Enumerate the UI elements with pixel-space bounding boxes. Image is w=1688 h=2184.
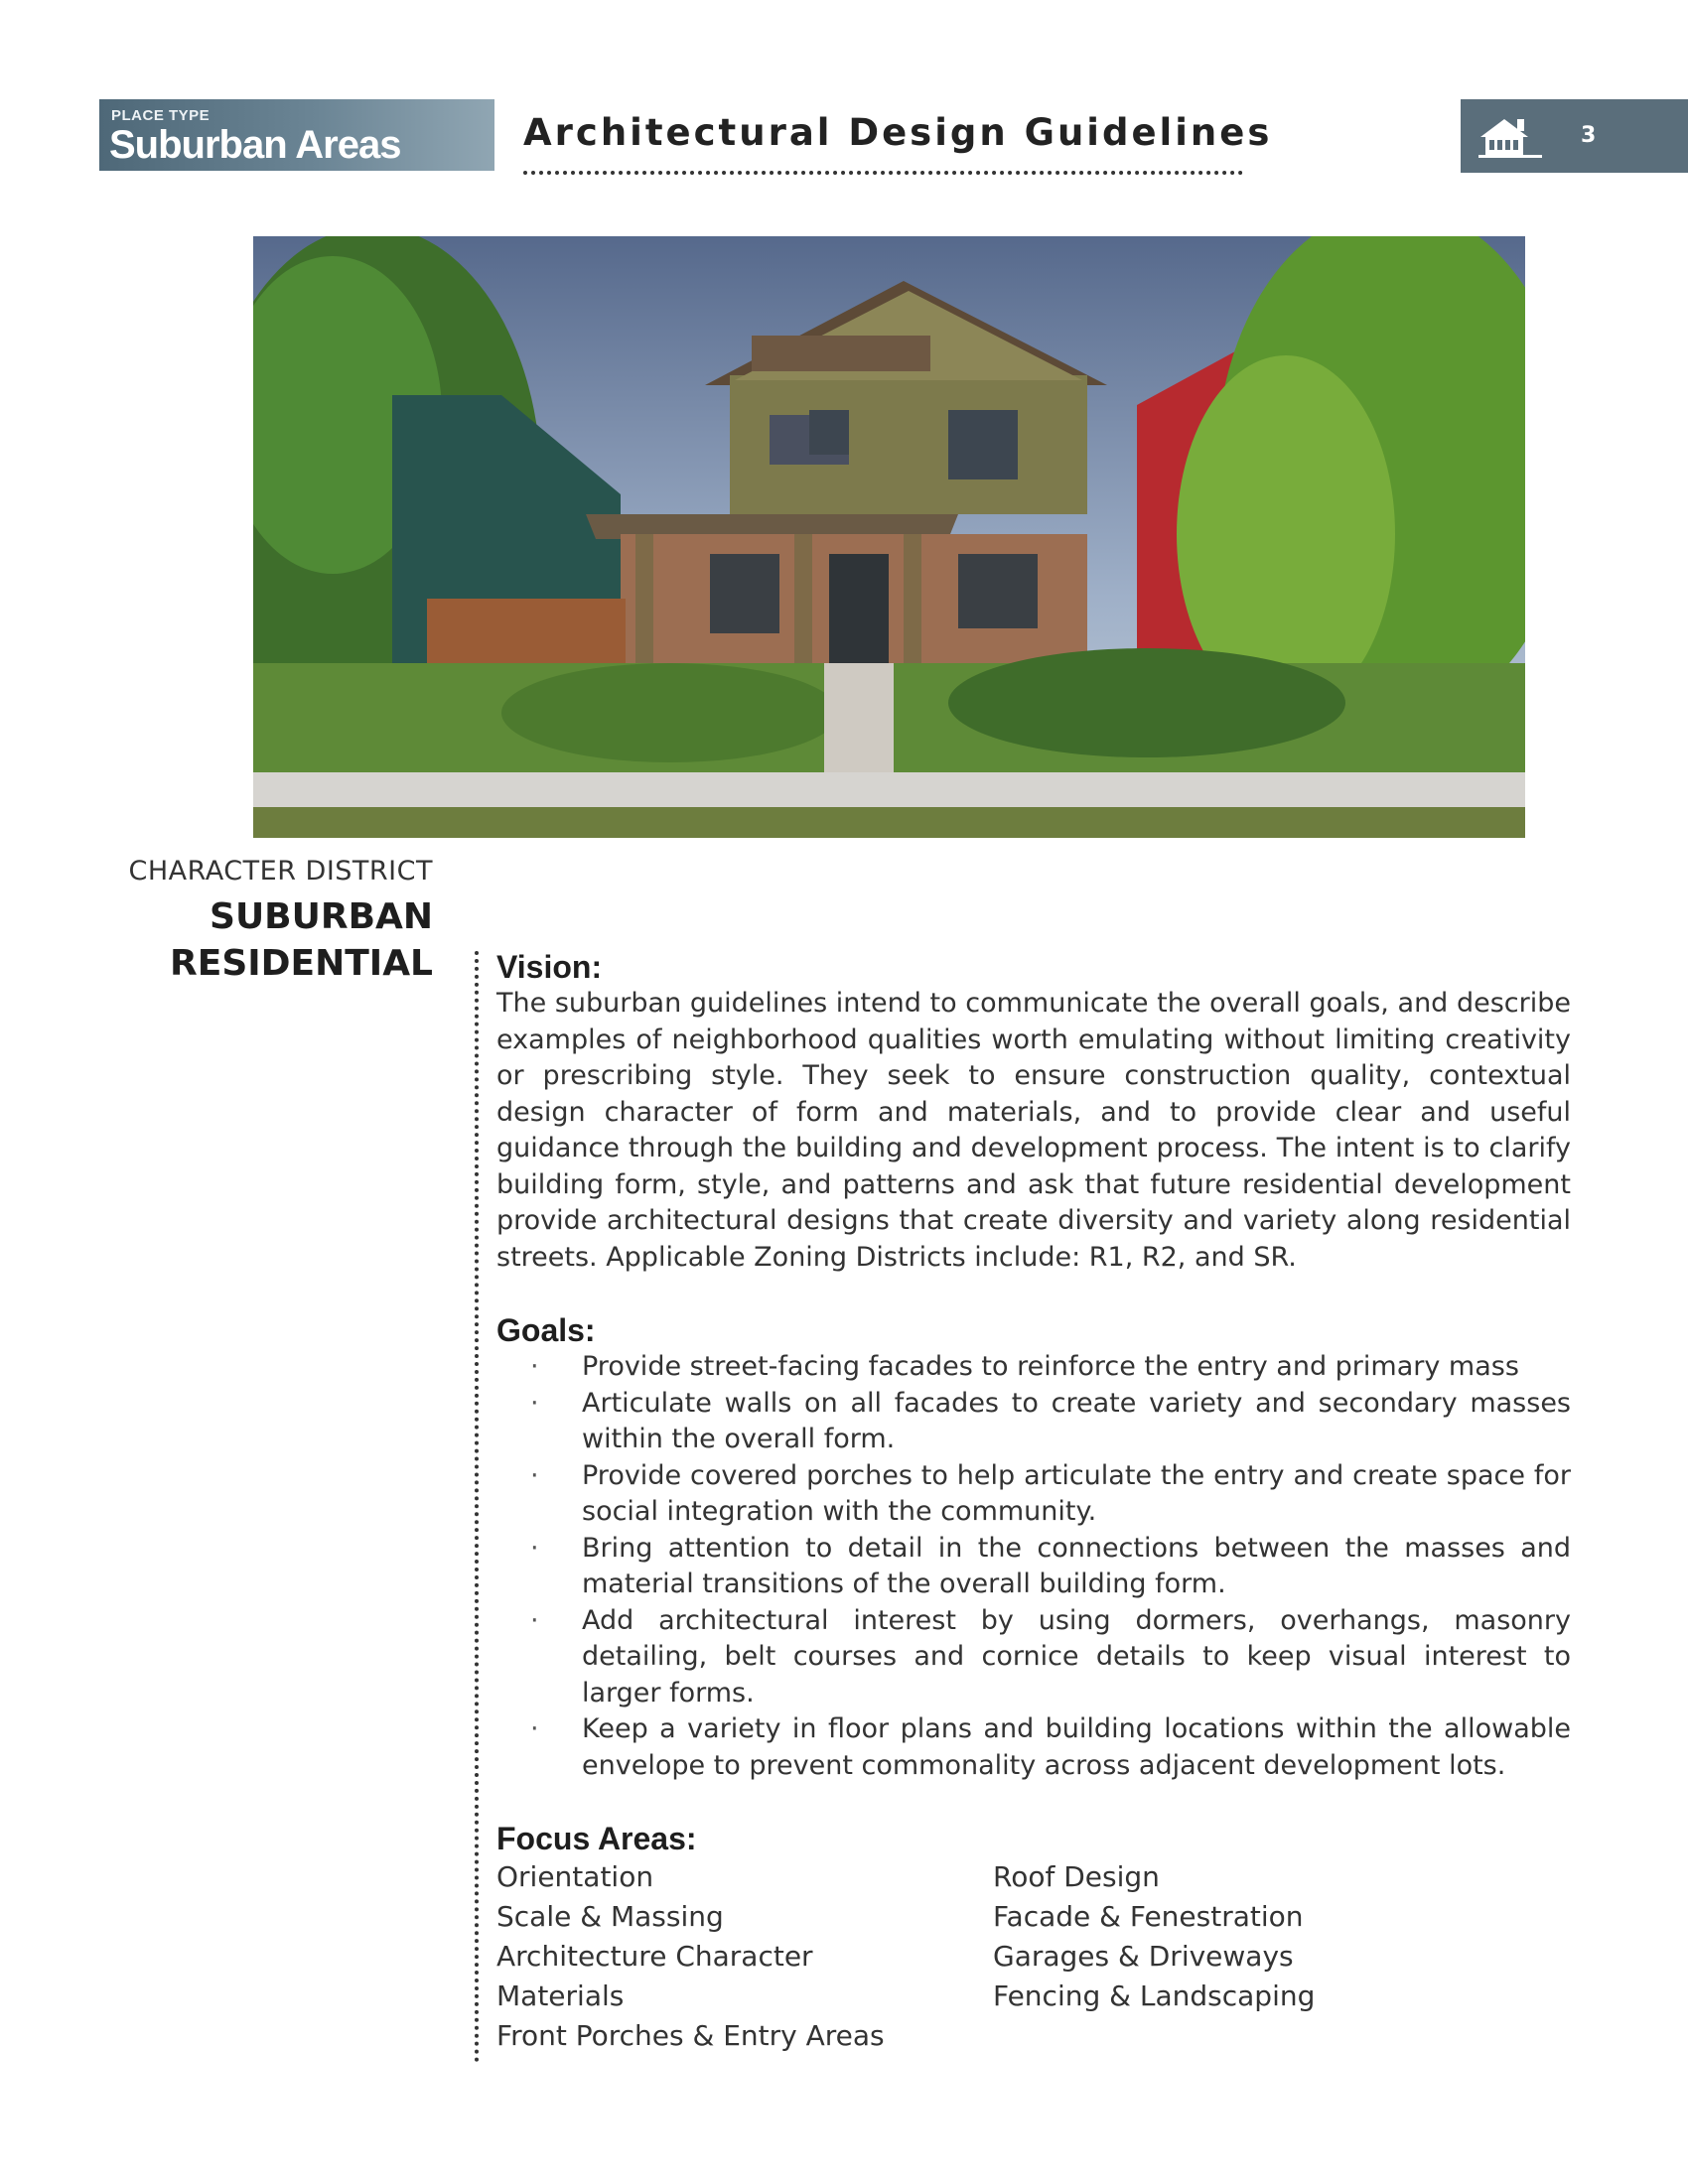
list-item: · Keep a variety in floor plans and building locations within the allowable envelope to prevent commonality across adjacent development lots.: [530, 1713, 1571, 1781]
bullet-icon: ·: [530, 1713, 539, 1744]
bullet-icon: ·: [530, 1459, 539, 1491]
district-kicker: CHARACTER DISTRICT: [128, 856, 433, 887]
list-item: · Bring attention to detail in the connections between the masses and material transitions of the overall building form.: [530, 1532, 1571, 1599]
place-type-badge: [99, 99, 494, 171]
focus-heading: Focus Areas:: [496, 1821, 697, 1856]
district-name-line1: SUBURBAN: [210, 896, 433, 937]
page-number: 3: [1581, 123, 1597, 148]
main-content: [496, 948, 1571, 2056]
district-name-line2: RESIDENTIAL: [170, 943, 433, 984]
vision-body: The suburban guidelines intend to communicate the overall goals, and describe examples of neighborhood qualities worth emulating without limiting creativity or prescribing style. They seek to ensure construction quality, contextual design character of form and materials, and to provide clear and useful guidance through the building and development process. The intent is to clarify building form, style, and patterns and ask that future residential development provide architectural designs that create diversity and variety along residential streets. Applicable Zoning Districts include: R1, R2, and SR.: [496, 988, 1571, 1273]
page-number-tab: [1461, 99, 1688, 173]
focus-item: Orientation: [496, 1860, 654, 1893]
focus-item: Garages & Driveways: [993, 1940, 1294, 1973]
vision-heading: Vision:: [496, 949, 603, 985]
goals-section: [496, 1311, 1571, 1784]
house-photo: [253, 236, 1525, 838]
focus-column-left: [496, 1857, 993, 2056]
district-name: [170, 893, 433, 987]
focus-columns: [496, 1857, 1571, 2056]
focus-item: Facade & Fenestration: [993, 1900, 1304, 1933]
place-type-kicker: PLACE TYPE: [111, 107, 211, 124]
focus-item: Architecture Character: [496, 1940, 813, 1973]
list-item: · Add architectural interest by using dormers, overhangs, masonry detailing, belt courses and cornice details to keep visual interest to larger forms.: [530, 1604, 1571, 1708]
focus-item: Front Porches & Entry Areas: [496, 2019, 885, 2052]
focus-column-right: [993, 1857, 1489, 2056]
vertical-dotted-rule: [475, 951, 479, 2063]
goals-heading: Goals:: [496, 1312, 596, 1348]
bullet-icon: ·: [530, 1351, 539, 1382]
bullet-icon: ·: [530, 1387, 539, 1419]
focus-item: Materials: [496, 1979, 625, 2012]
goals-list: [496, 1349, 1571, 1784]
place-type-name: Suburban Areas: [109, 123, 401, 167]
vision-section: [496, 948, 1571, 1276]
focus-item: Fencing & Landscaping: [993, 1979, 1316, 2012]
list-item: · Provide street-facing facades to reinforce the entry and primary mass: [496, 1349, 1571, 1386]
page-title: Architectural Design Guidelines: [523, 111, 1273, 154]
focus-item: Scale & Massing: [496, 1900, 724, 1933]
list-item: · Provide covered porches to help articulate the entry and create space for social integration with the community.: [530, 1459, 1571, 1527]
house-icon: [1477, 113, 1544, 159]
list-item: · Articulate walls on all facades to create variety and secondary masses within the overall form.: [530, 1387, 1571, 1454]
bullet-icon: ·: [530, 1532, 539, 1564]
title-dotted-rule: [523, 171, 1243, 175]
focus-item: Roof Design: [993, 1860, 1160, 1893]
focus-areas-section: [496, 1820, 1571, 2056]
bullet-icon: ·: [530, 1604, 539, 1636]
